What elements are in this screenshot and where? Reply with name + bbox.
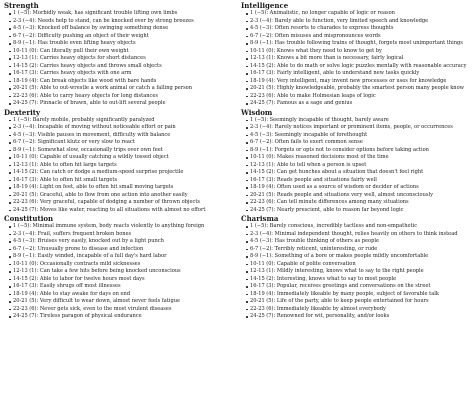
list-item: 6-7 (−2): Difficulty pushing an object of their weight <box>9 33 235 41</box>
list-item: 10-11 (0): Knows what they need to know to get by <box>246 48 470 56</box>
list-item: 1 (−5): Seemingly incapable of thought, barely aware <box>246 117 470 125</box>
list-item: 20-21 (5): Able to out-wrestle a work animal or catch a falling person <box>9 85 235 93</box>
list-item: 10-11 (0): Makes reasoned decisions most of the time <box>246 154 470 162</box>
list-item: 4-5 (−3): Bruises very easily, knocked out by a light punch <box>9 238 235 246</box>
list-item: 18-19 (4): Able to stay awake for days on end <box>9 291 235 299</box>
list-item: 6-7 (−2): Often fails to exert common sense <box>246 139 470 147</box>
score-list <box>241 10 470 108</box>
list-item: 18-19 (4): Often used as a source of wisdom or decider of actions <box>246 184 470 192</box>
list-item: 8-9 (−1): Has trouble even lifting heavy objects <box>9 40 235 48</box>
section-strength <box>4 2 235 108</box>
left-column <box>0 0 235 403</box>
list-item: 6-7 (−2): Unusually prone to disease and infection <box>9 246 235 254</box>
list-item: 1 (−5): Morbidly weak, has significant trouble lifting own limbs <box>9 10 235 18</box>
list-item: 24-25 (7): Tireless paragon of physical endurance <box>9 313 235 321</box>
right-column <box>235 0 470 403</box>
list-item: 14-15 (2): Carries heavy objects and throws small objects <box>9 63 235 71</box>
list-item: 20-21 (5): Life of the party, able to keep people entertained for hours <box>246 298 470 306</box>
list-item: 8-9 (−1): Easily winded, incapable of a full day's hard labor <box>9 253 235 261</box>
list-item: 16-17 (3): Popular, receives greetings and conversations on the street <box>246 283 470 291</box>
score-list <box>4 223 235 321</box>
list-item: 8-9 (−1): Somewhat slow, occasionally trips over own feet <box>9 147 235 155</box>
list-item: 1 (−5): Barely mobile, probably significantly paralyzed <box>9 117 235 125</box>
list-item: 16-17 (3): Easily shrugs off most illnesses <box>9 283 235 291</box>
list-item: 6-7 (−2): Terribly reticent, uninteresting, or rude <box>246 246 470 254</box>
list-item: 24-25 (7): Famous as a sage and genius <box>246 100 470 108</box>
list-item: 18-19 (4): Light on feet, able to often hit small moving targets <box>9 184 235 192</box>
section-constitution <box>4 215 235 321</box>
list-item: 12-13 (1): Able to often hit large targets <box>9 162 235 170</box>
list-item: 18-19 (4): Very intelligent, may invent new processes or uses for knowledge <box>246 78 470 86</box>
section-title: Constitution <box>4 214 54 223</box>
score-list <box>4 10 235 108</box>
list-item: 16-17 (3): Able to often hit small targets <box>9 177 235 185</box>
section-intelligence <box>241 2 470 108</box>
list-item: 20-21 (5): Graceful, able to flow from one action into another easily <box>9 192 235 200</box>
list-item: 20-21 (5): Very difficult to wear down, almost never feels fatigue <box>9 298 235 306</box>
list-item: 1 (−5): Animalistic, no longer capable of logic or reason <box>246 10 470 18</box>
list-item: 1 (−5): Barely conscious, incredibly tactless and non-empathetic <box>246 223 470 231</box>
list-item: 4-5 (−3): Has trouble thinking of others as people <box>246 238 470 246</box>
section-title: Intelligence <box>241 1 289 10</box>
list-item: 22-23 (6): Able to make Holmesian leaps of logic <box>246 93 470 101</box>
score-list <box>241 117 470 215</box>
list-item: 16-17 (3): Reads people and situations fairly well <box>246 177 470 185</box>
list-item: 12-13 (1): Mildly interesting, knows what to say to the right people <box>246 268 470 276</box>
list-item: 10-11 (0): Can literally pull their own weight <box>9 48 235 56</box>
list-item: 12-13 (1): Able to tell when a person is upset <box>246 162 470 170</box>
list-item: 14-15 (2): Can get hunches about a situation that doesn't feel right <box>246 169 470 177</box>
list-item: 1 (−5): Minimal immune system, body reacts violently to anything foreign <box>9 223 235 231</box>
list-item: 14-15 (2): Able to do math or solve logic puzzles mentally with reasonable accuracy <box>246 63 470 71</box>
list-item: 22-23 (6): Very graceful, capable of dodging a number of thrown objects <box>9 199 235 207</box>
list-item: 4-5 (−3): Often resorts to charades to express thoughts <box>246 25 470 33</box>
list-item: 18-19 (4): Immediately likeable by many people, subject of favorable talk <box>246 291 470 299</box>
list-item: 8-9 (−1): Something of a bore or makes people mildly uncomfortable <box>246 253 470 261</box>
score-list <box>4 117 235 215</box>
list-item: 2-3 (−4): Minimal independent thought, relies heavily on others to think instead <box>246 231 470 239</box>
list-item: 6-7 (−2): Often misuses and mispronounces words <box>246 33 470 41</box>
list-item: 20-21 (5): Reads people and situations very well, almost unconsciously <box>246 192 470 200</box>
list-item: 2-3 (−4): Frail, suffers frequent broken bones <box>9 231 235 239</box>
list-item: 4-5 (−3): Knocked off balance by swinging something dense <box>9 25 235 33</box>
list-item: 18-19 (4): Can break objects like wood with bare hands <box>9 78 235 86</box>
list-item: 24-25 (7): Moves like water, reacting to all situations with almost no effort <box>9 207 235 215</box>
list-item: 14-15 (2): Can catch or dodge a medium-speed surprise projectile <box>9 169 235 177</box>
list-item: 2-3 (−4): Needs help to stand, can be knocked over by strong breezes <box>9 18 235 26</box>
list-item: 24-25 (7): Pinnacle of brawn, able to out-lift several people <box>9 100 235 108</box>
list-item: 10-11 (0): Capable of usually catching a wildly tossed object <box>9 154 235 162</box>
list-item: 6-7 (−2): Significant klutz or very slow to react <box>9 139 235 147</box>
list-item: 8-9 (−1): Has trouble following trains of thought, forgets most unimportant things <box>246 40 470 48</box>
list-item: 8-9 (−1): Forgets or opts not to consider options before taking action <box>246 147 470 155</box>
section-title: Dexterity <box>4 107 41 117</box>
list-item: 10-11 (0): Capable of polite conversation <box>246 261 470 269</box>
list-item: 2-3 (−4): Barely able to function, very limited speech and knowledge <box>246 18 470 26</box>
list-item: 22-23 (6): Able to carry heavy objects for long distances <box>9 93 235 101</box>
section-wisdom <box>241 109 470 215</box>
list-item: 4-5 (−3): Visible pauses in movement, difficulty with balance <box>9 132 235 140</box>
list-item: 2-3 (−4): Incapable of moving without noticeable effort or pain <box>9 124 235 132</box>
list-item: 16-17 (3): Fairly intelligent, able to understand new tasks quickly <box>246 70 470 78</box>
score-list <box>241 223 470 321</box>
section-title: Strength <box>4 1 39 10</box>
section-title: Wisdom <box>241 107 273 117</box>
list-item: 24-25 (7): Renowned for wit, personality, and/or looks <box>246 313 470 321</box>
list-item: 22-23 (6): Immediately likeable by almost everybody <box>246 306 470 314</box>
list-item: 16-17 (3): Carries heavy objects with one arm <box>9 70 235 78</box>
list-item: 12-13 (1): Can take a few hits before being knocked unconscious <box>9 268 235 276</box>
list-item: 12-13 (1): Knows a bit more than is necessary, fairly logical <box>246 55 470 63</box>
section-charisma <box>241 215 470 321</box>
list-item: 4-5 (−3): Seemingly incapable of forethought <box>246 132 470 140</box>
list-item: 12-13 (1): Carries heavy objects for short distances <box>9 55 235 63</box>
list-item: 10-11 (0): Occasionally contracts mild sicknesses <box>9 261 235 269</box>
section-title: Charisma <box>241 214 279 223</box>
list-item: 24-25 (7): Nearly prescient, able to reason far beyond logic <box>246 207 470 215</box>
list-item: 14-15 (2): Interesting, knows what to say to most people <box>246 276 470 284</box>
section-dexterity <box>4 109 235 215</box>
list-item: 22-23 (6): Can tell minute differences among many situations <box>246 199 470 207</box>
list-item: 20-21 (5): Highly knowledgeable, probably the smartest person many people know <box>246 85 470 93</box>
list-item: 22-23 (6): Never gets sick, even to the most virulent diseases <box>9 306 235 314</box>
list-item: 2-3 (−4): Rarely notices important or prominent items, people, or occurrences <box>246 124 470 132</box>
list-item: 14-15 (2): Able to labor for twelve hours most days <box>9 276 235 284</box>
